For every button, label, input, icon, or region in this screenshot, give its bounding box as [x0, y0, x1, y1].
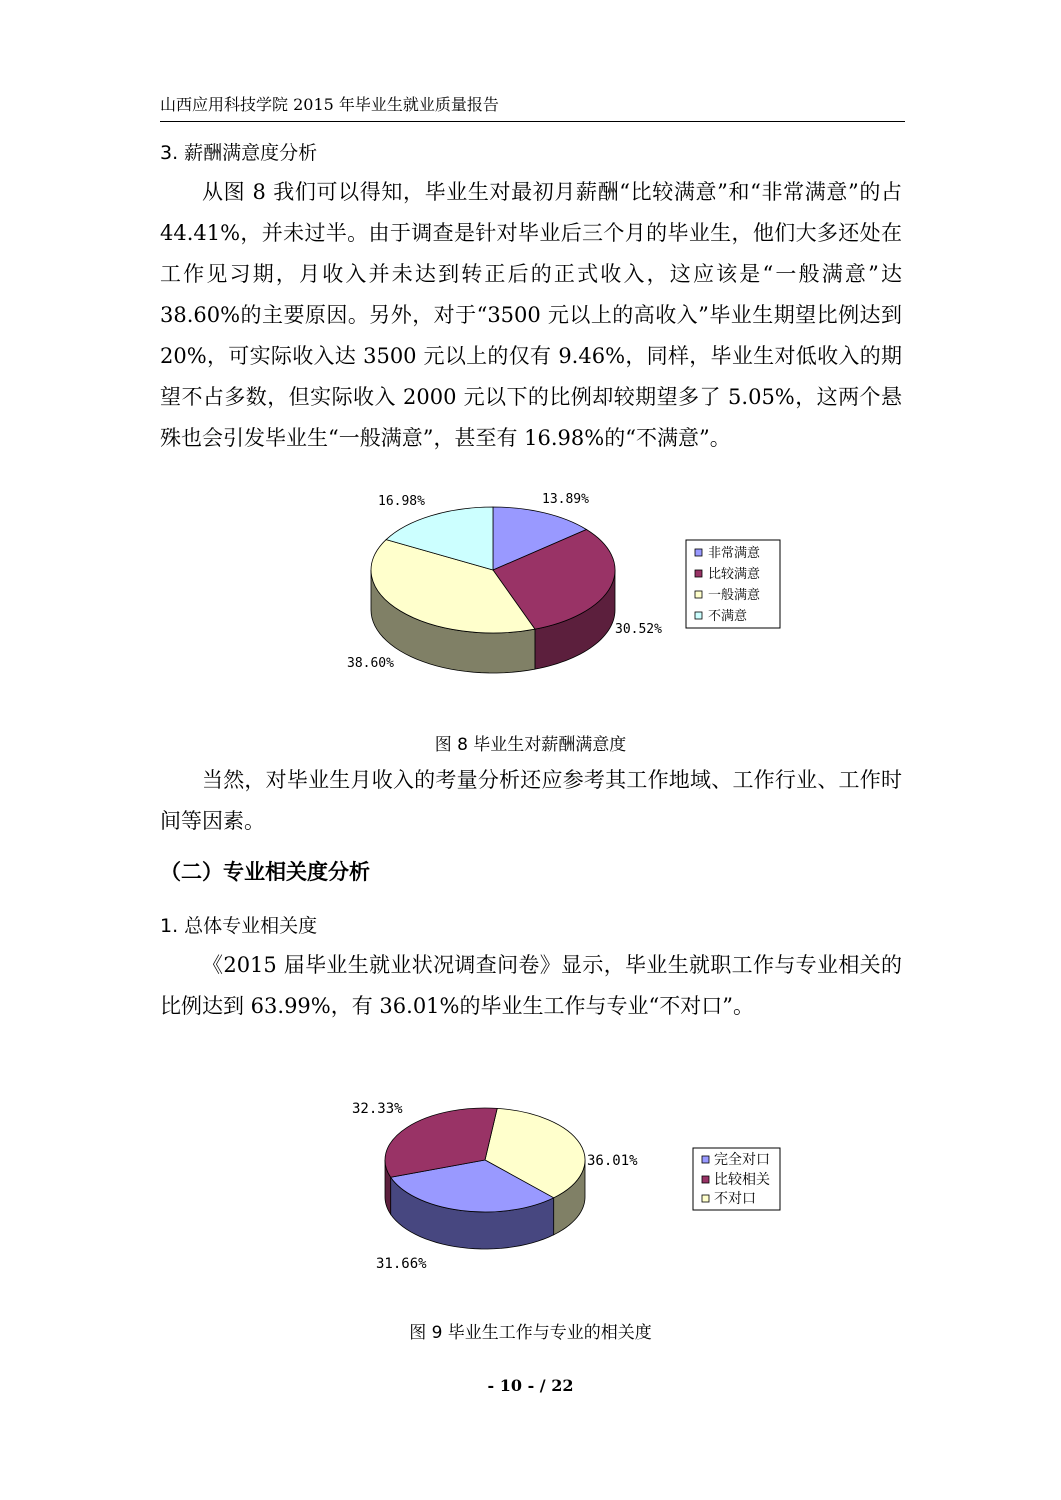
- legend-swatch-very-satisfied: [695, 549, 702, 556]
- pie-label-fully-matching: 31.66%: [376, 1256, 427, 1272]
- legend-swatch-fully-matching: [702, 1156, 709, 1163]
- figure-9-caption: 图 9 毕业生工作与专业的相关度: [409, 1323, 652, 1343]
- page-number: - 10 - / 22: [487, 1376, 574, 1395]
- pie-label-very-satisfied: 13.89%: [542, 492, 589, 507]
- legend-label-very-satisfied: 非常满意: [708, 546, 761, 561]
- chart9-legend: [693, 1148, 780, 1210]
- pie-label-unsatisfied: 16.98%: [378, 494, 425, 509]
- paragraph-income-factors: 当然，对毕业生月收入的考量分析还应参考其工作地域、工作行业、工作时间等因素。: [160, 768, 902, 833]
- chart8-legend: [686, 540, 780, 628]
- figure-8-caption: 图 8 毕业生对薪酬满意度: [434, 735, 627, 755]
- major-relevance-pie-chart: [330, 1090, 800, 1280]
- pie-label-average: 38.60%: [347, 656, 394, 671]
- pie-label-fairly-related: 32.33%: [352, 1101, 403, 1117]
- section-heading-major-relevance: （二）专业相关度分析: [160, 860, 370, 884]
- legend-label-fairly-related: 比较相关: [714, 1172, 770, 1188]
- legend-swatch-average: [695, 591, 702, 598]
- legend-label-not-matching: 不对口: [714, 1191, 756, 1207]
- legend-swatch-fairly-satisfied: [695, 570, 702, 577]
- subsection-heading-overall-relevance: 1. 总体专业相关度: [160, 915, 318, 937]
- pie-label-not-matching: 36.01%: [587, 1153, 638, 1169]
- legend-label-unsatisfied: 不满意: [708, 609, 748, 624]
- page-header: 山西应用科技学院 2015 年毕业生就业质量报告: [160, 92, 905, 122]
- legend-label-fully-matching: 完全对口: [714, 1152, 770, 1168]
- legend-swatch-fairly-related: [702, 1176, 709, 1183]
- legend-label-average: 一般满意: [708, 588, 761, 603]
- section-heading-salary: 3. 薪酬满意度分析: [160, 142, 318, 164]
- pie-label-fairly-satisfied: 30.52%: [615, 622, 662, 637]
- legend-label-fairly-satisfied: 比较满意: [708, 567, 761, 582]
- salary-satisfaction-pie-chart: [330, 480, 800, 680]
- legend-swatch-not-matching: [702, 1195, 709, 1202]
- legend-swatch-unsatisfied: [695, 612, 702, 619]
- paragraph-major-relevance: 《2015 届毕业生就业状况调查问卷》显示，毕业生就职工作与专业相关的比例达到 63.99%，有 36.01%的毕业生工作与专业“不对口”。: [160, 953, 902, 1018]
- paragraph-salary-analysis: 从图 8 我们可以得知，毕业生对最初月薪酬“比较满意”和“非常满意”的占 44.41%，并未过半。由于调查是针对毕业后三个月的毕业生，他们大多还处在工作见习期，月收入并未达到转正后的正式收入，这应该是“一般满意”达38.60%的主要原因。另外，对于“3500 元以上的高收入”毕业生期望比例达到20%，可实际收入达 3500 元以上的仅有 9.46%，同样，毕业生对低收入的期望不占多数，但实际收入 2000 元以下的比例却较期望多了 5.05%，这两个悬殊也会引发毕业生“一般满意”，甚至有 16.98%的“不满意”。: [160, 180, 902, 450]
